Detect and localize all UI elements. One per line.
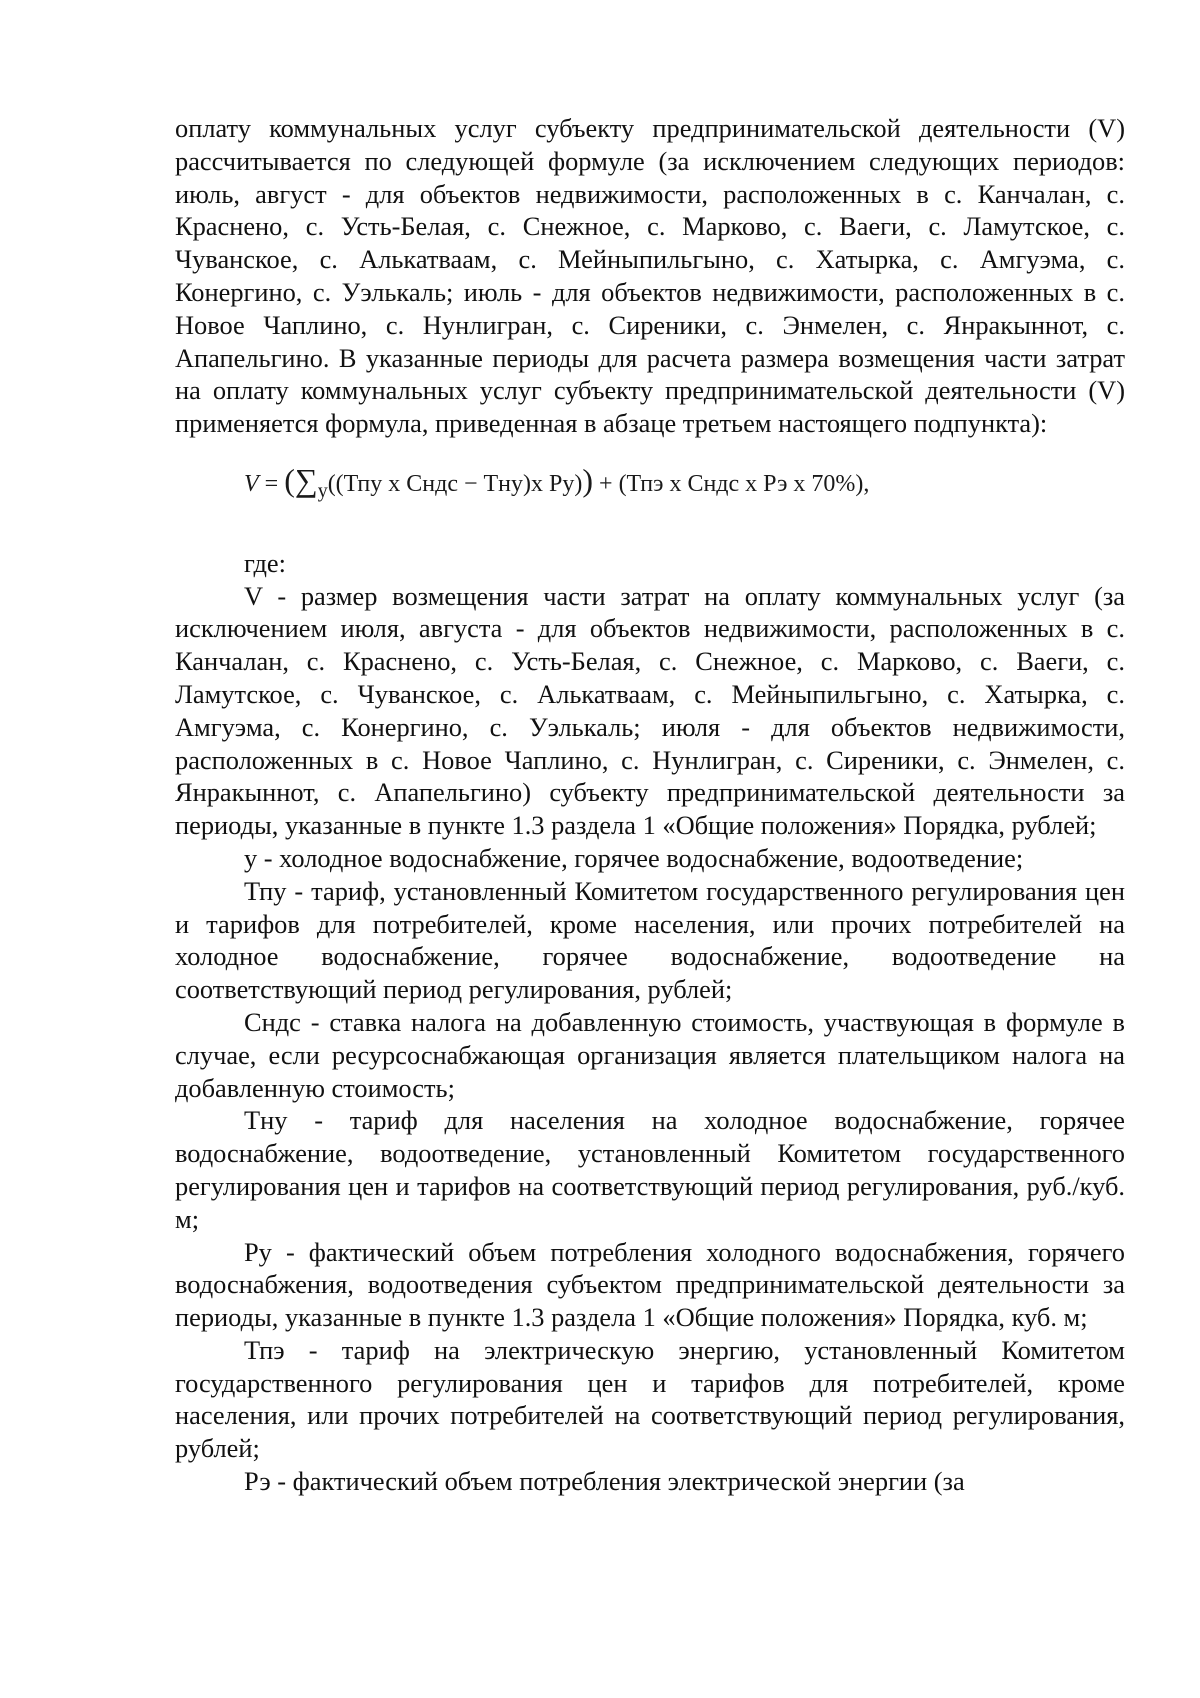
- formula: [244, 460, 1125, 511]
- formula-lhs: V: [244, 470, 259, 497]
- definition-y: у - холодное водоснабжение, горячее водоснабжение, водоотведение;: [244, 842, 1024, 873]
- definition-tpe: Тпэ - тариф на электрическую энергию, установленный Комитетом государственного регулирования цен и тарифов для потребителей, кроме населения, или прочих потребителей на соответствующий период регулирования, рублей;: [175, 1334, 1125, 1464]
- where-label: где:: [244, 547, 286, 578]
- formula-plus: +: [593, 470, 619, 497]
- definition-tnu: Тну - тариф для населения на холодное водоснабжение, горячее водоснабжение, водоотведение, установленный Комитетом государственного регулирования цен и тарифов на соответствующий период регулирования, руб./куб. м;: [175, 1105, 1125, 1234]
- intro-paragraph: оплату коммунальных услуг субъекту предпринимательской деятельности (V) рассчитывается по следующей формуле (за исключением следующих периодов: июль, август - для объектов недвижимости, расположенных в с. Канчалан, с. Краснено, с. Усть-Белая, с. Снежное, с. Марково, с. Ваеги, с. Ламутское, с. Чуванское, с. Алькатваам, с. Мейныпильгыно, с. Хатырка, с. Амгуэма, с. Конергино, с. Уэлькаль; июль - для объектов недвижимости, расположенных в с. Новое Чаплино, с. Нунлигран, с. Сиреники, с. Энмелен, с. Янракыннот, с. Апапельгино. В указанные периоды для расчета размера возмещения части затрат на оплату коммунальных услуг субъекту предпринимательской деятельности (V) применяется формула, приведенная в абзаце третьем настоящего подпункта):: [175, 113, 1125, 439]
- formula-sum-subscript: y: [317, 479, 328, 502]
- definition-re: Рэ - фактический объем потребления электрической энергии (за: [244, 1466, 965, 1497]
- definition-v: V - размер возмещения части затрат на оплату коммунальных услуг (за исключением июля, августа - для объектов недвижимости, расположенных в с. Канчалан, с. Краснено, с. Усть-Белая, с. Снежное, с. Марково, с. Ваеги, с. Ламутское, с. Чуванское, с. Алькатваам, с. Мейныпильгыно, с. Хатырка, с. Амгуэма, с. Конергино, с. Уэлькаль; июля - для объектов недвижимости, расположенных в с. Новое Чаплино, с. Нунлигран, с. Сиреники, с. Энмелен, с. Янракыннот, с. Апапельгино) субъекту предпринимательской деятельности за периоды, указанные в пункте 1.3 раздела 1 «Общие положения» Порядка, рублей;: [175, 580, 1125, 841]
- definition-snds: Сндс - ставка налога на добавленную стоимость, участвующая в формуле в случае, если ресурсоснабжающая организация является плательщиком налога на добавленную стоимость;: [175, 1006, 1125, 1103]
- formula-close: ): [582, 461, 594, 498]
- document-page: [175, 112, 1125, 1498]
- formula-sum-sign: ∑: [294, 461, 318, 498]
- formula-water-term: ((Тпу х Сндс − Тну)х Ру): [327, 470, 583, 497]
- formula-electric-term: (Тпэ х Сндс х Рэ х 70%),: [618, 470, 870, 497]
- definition-tpu: Тпу - тариф, установленный Комитетом государственного регулирования цен и тарифов для потребителей, кроме населения, или прочих потребителей на холодное водоснабжение, горячее водоснабжение, водоотведение на соответствующий период регулирования, рублей;: [175, 875, 1125, 1005]
- formula-eq: =: [258, 470, 285, 497]
- formula-open: (: [284, 461, 295, 498]
- definition-ru: Ру - фактический объем потребления холодного водоснабжения, горячего водоснабжения, водоотведения субъектом предпринимательской деятельности за периоды, указанные в пункте 1.3 раздела 1 «Общие положения» Порядка, куб. м;: [175, 1236, 1125, 1333]
